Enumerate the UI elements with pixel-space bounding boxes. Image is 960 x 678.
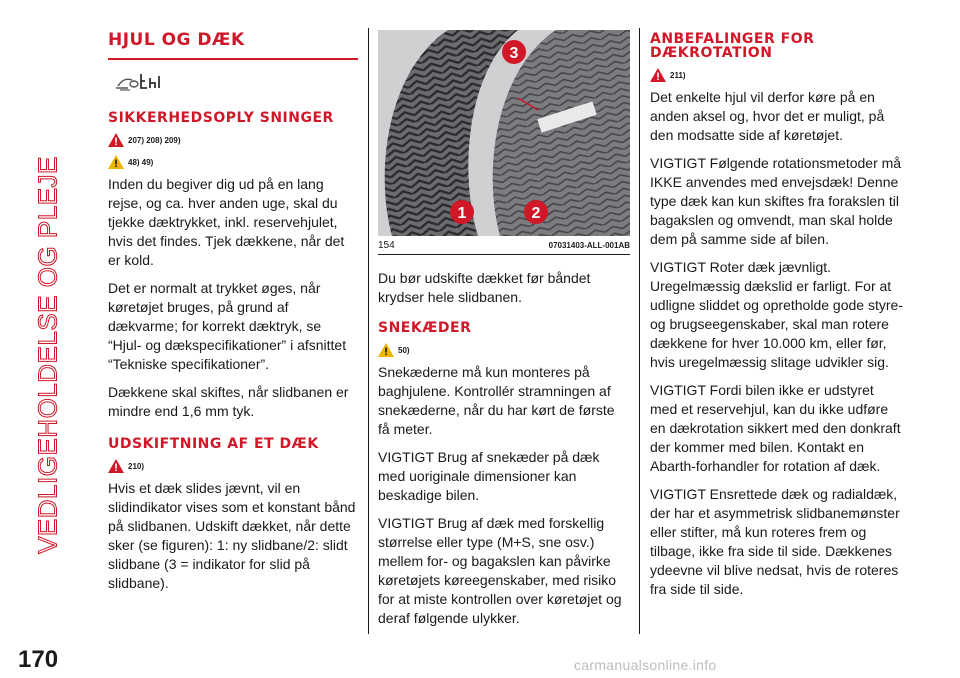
svg-text:3: 3	[509, 45, 519, 62]
svg-text:2: 2	[531, 205, 541, 222]
warning-ref-2	[108, 459, 358, 473]
title-rule	[108, 58, 358, 60]
paragraph: Det er normalt at trykket øges, når køretøjet bruges, på grund af dækvarme; for korrekt dæktryk, se “Hjul- og dækspecifikationer” i afsnittet “Tekniske specifikationer”.	[108, 280, 347, 372]
note-refs: 48) 49)	[128, 157, 154, 167]
caution-triangle-icon	[108, 155, 124, 169]
paragraph: Hvis et dæk slides jævnt, vil en slidindikator vises som et konstant bånd på slidbanen. Udskift dækket, når dette sker (se figuren): 1: ny slidbane/2: slidt slidbane (3 = indikator for slid på slidbane).	[108, 480, 356, 591]
svg-text:1: 1	[457, 205, 467, 222]
paragraph: Inden du begiver dig ud på en lang rejse, og ca. hver anden uge, skal du tjekke dæktrykket, inkl. reservehjulet, hvis det findes. Tjek dækkene, når det er kold.	[108, 176, 345, 268]
figure-caption	[378, 236, 630, 255]
figure-label-1	[450, 200, 474, 224]
warning-refs: 211)	[670, 70, 686, 80]
warning-triangle-icon	[650, 68, 666, 82]
tire-tread-illustration	[378, 30, 630, 236]
warning-triangle-icon	[108, 133, 124, 147]
paragraph: Snekæderne må kun monteres på baghjulene. Kontrollér stramningen af snekæderne, når du har kørt de første få meter.	[378, 364, 615, 437]
note-ref-1	[108, 155, 358, 169]
paragraph: VIGTIGT Ensrettede dæk og radialdæk, der har et asymmetrisk slidbanemønster eller stifter, må kun roteres frem og tilbage, ikke fra side til side. Dækkenes ydeevne vil blive nedsat, hvis de roteres fra side til side.	[650, 486, 900, 597]
paragraph: VIGTIGT Brug af snekæder på dæk med uoriginale dimensioner kan beskadige bilen.	[378, 449, 600, 503]
note-ref	[378, 343, 630, 357]
heading-tire-rotation: ANBEFALINGER FOR DÆKROTATION	[650, 31, 815, 61]
paragraph: Det enkelte hjul vil derfor køre på en anden aksel og, hvor det er muligt, på den modsatte side af køretøjet.	[650, 89, 885, 143]
warning-ref-3	[650, 68, 904, 82]
heading-safety-info: SIKKERHEDSOPLY SNINGER	[108, 110, 334, 126]
warning-refs: 207) 208) 209)	[128, 135, 181, 145]
caution-triangle-icon	[378, 343, 394, 357]
watermark: carmanualsonline.info	[574, 657, 717, 673]
figure-label-2	[524, 200, 548, 224]
section-title: HJUL OG DÆK	[108, 30, 245, 50]
column-divider-2	[639, 28, 640, 634]
paragraph: VIGTIGT Følgende rotationsmetoder må IKKE anvendes med envejsdæk! Denne type dæk kan kun skiftes fra forakslen til bagakslen og omvendt, man skal holde dem på samme side af bilen.	[650, 155, 902, 247]
warning-refs: 210)	[128, 461, 145, 471]
warning-triangle-icon	[108, 459, 124, 473]
side-section-title: VEDLIGEHOLDELSE OG PLEJE	[32, 156, 63, 554]
paragraph: VIGTIGT Roter dæk jævnligt. Uregelmæssig dækslid er farligt. For at udligne sliddet og opretholde gode styre- og brugseegenskaber, skal man rotere dækkene for hver 10.000 km, eller før, hvis uregelmæssig slitage udvikler sig.	[650, 259, 903, 370]
paragraph: VIGTIGT Fordi bilen ikke er udstyret med et reservehjul, kan du ikke udføre en dækrotation sikkert med den donkraft der kommer med bilen. Kontakt en Abarth-forhandler for rotation af dæk.	[650, 382, 901, 474]
heading-tire-replacement: UDSKIFTNING AF ET DÆK	[108, 436, 319, 452]
column-1	[108, 30, 358, 602]
warning-ref-1	[108, 133, 358, 147]
column-3	[650, 30, 904, 608]
eco-tire-icon	[114, 70, 164, 92]
tire-wear-figure	[378, 30, 630, 236]
column-2	[378, 30, 630, 637]
page-number: 170	[18, 646, 59, 673]
heading-snow-chains: SNEKÆDER	[378, 320, 472, 336]
figure-code: 07031403-ALL-001AB	[548, 241, 630, 250]
figure-number: 154	[378, 240, 395, 251]
column-divider-1	[368, 28, 369, 634]
paragraph: Dækkene skal skiftes, når slidbanen er mindre end 1,6 mm tyk.	[108, 384, 349, 419]
paragraph: Du bør udskifte dækket før båndet krydser hele slidbanen.	[378, 270, 591, 305]
figure-label-3	[502, 40, 526, 64]
paragraph: VIGTIGT Brug af dæk med forskellig størrelse eller type (M+S, sne osv.) mellem for- og bagakslen kan påvirke køretøjets køreegenskaber, med risiko for at miste kontrollen over køretøjet og deraf følgende ulykker.	[378, 515, 622, 626]
note-refs: 50)	[398, 345, 410, 355]
